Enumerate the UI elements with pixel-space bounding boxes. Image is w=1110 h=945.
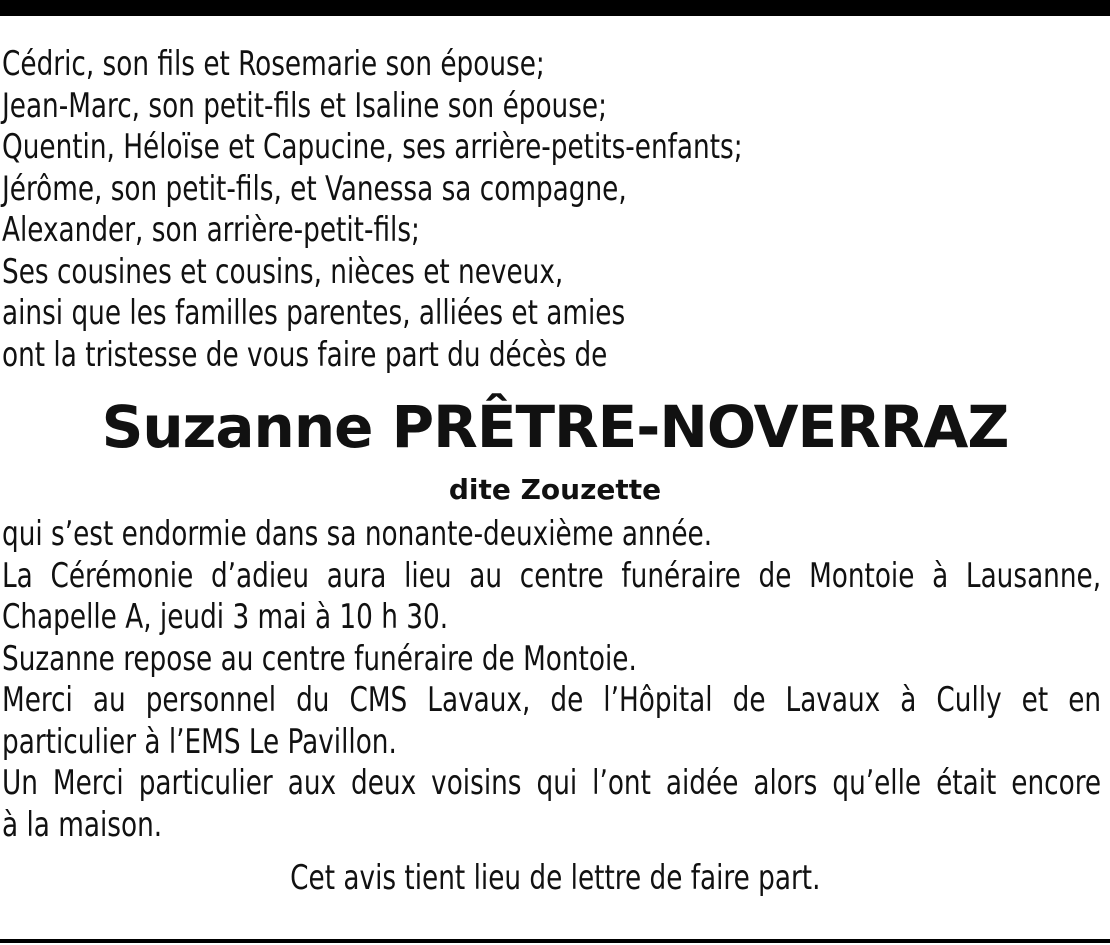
bottom-border-rule — [0, 939, 1110, 943]
details-line: qui s’est endormie dans sa nonante-deuxième année. — [2, 514, 713, 554]
closing-text: Cet avis tient lieu de lettre de faire part. — [289, 858, 821, 898]
obituary-notice — [2, 44, 1108, 900]
family-line: Quentin, Héloïse et Capucine, ses arrière-petits-enfants; — [2, 127, 743, 167]
family-line: Jean-Marc, son petit-fils et Isaline son épouse; — [2, 85, 607, 126]
details-line: La Cérémonie d’adieu aura lieu au centre funéraire de Montoie à Lausanne, — [2, 555, 1102, 596]
deceased-name: Suzanne PRÊTRE-NOVERRAZ — [101, 393, 1009, 461]
deceased-nickname: dite Zouzette — [448, 473, 662, 506]
family-line: ainsi que les familles parentes, alliées et amies — [2, 293, 626, 333]
details-line: Un Merci particulier aux deux voisins qui l’ont aidée alors qu’elle était encore — [2, 763, 1102, 803]
details-line: à la maison. — [2, 804, 163, 845]
details-line: Suzanne repose au centre funéraire de Montoie. — [2, 638, 637, 679]
details-line: Merci au personnel du CMS Lavaux, de l’Hôpital de Lavaux à Cully et en — [2, 680, 1102, 720]
family-line: ont la tristesse de vous faire part du décès de — [2, 334, 608, 375]
family-line: Alexander, son arrière-petit-fils; — [2, 210, 420, 250]
family-line: Jérôme, son petit-fils, et Vanessa sa compagne, — [2, 168, 627, 209]
top-border-rule — [0, 0, 1110, 16]
family-announcement — [2, 44, 1108, 376]
ceremony-details — [2, 514, 1108, 846]
details-line: Chapelle A, jeudi 3 mai à 10 h 30. — [2, 597, 449, 637]
family-line: Cédric, son fils et Rosemarie son épouse; — [2, 44, 545, 84]
family-line: Ses cousines et cousins, nièces et neveux, — [2, 251, 564, 292]
details-line: particulier à l’EMS Le Pavillon. — [2, 721, 397, 762]
closing-statement — [2, 858, 1108, 900]
